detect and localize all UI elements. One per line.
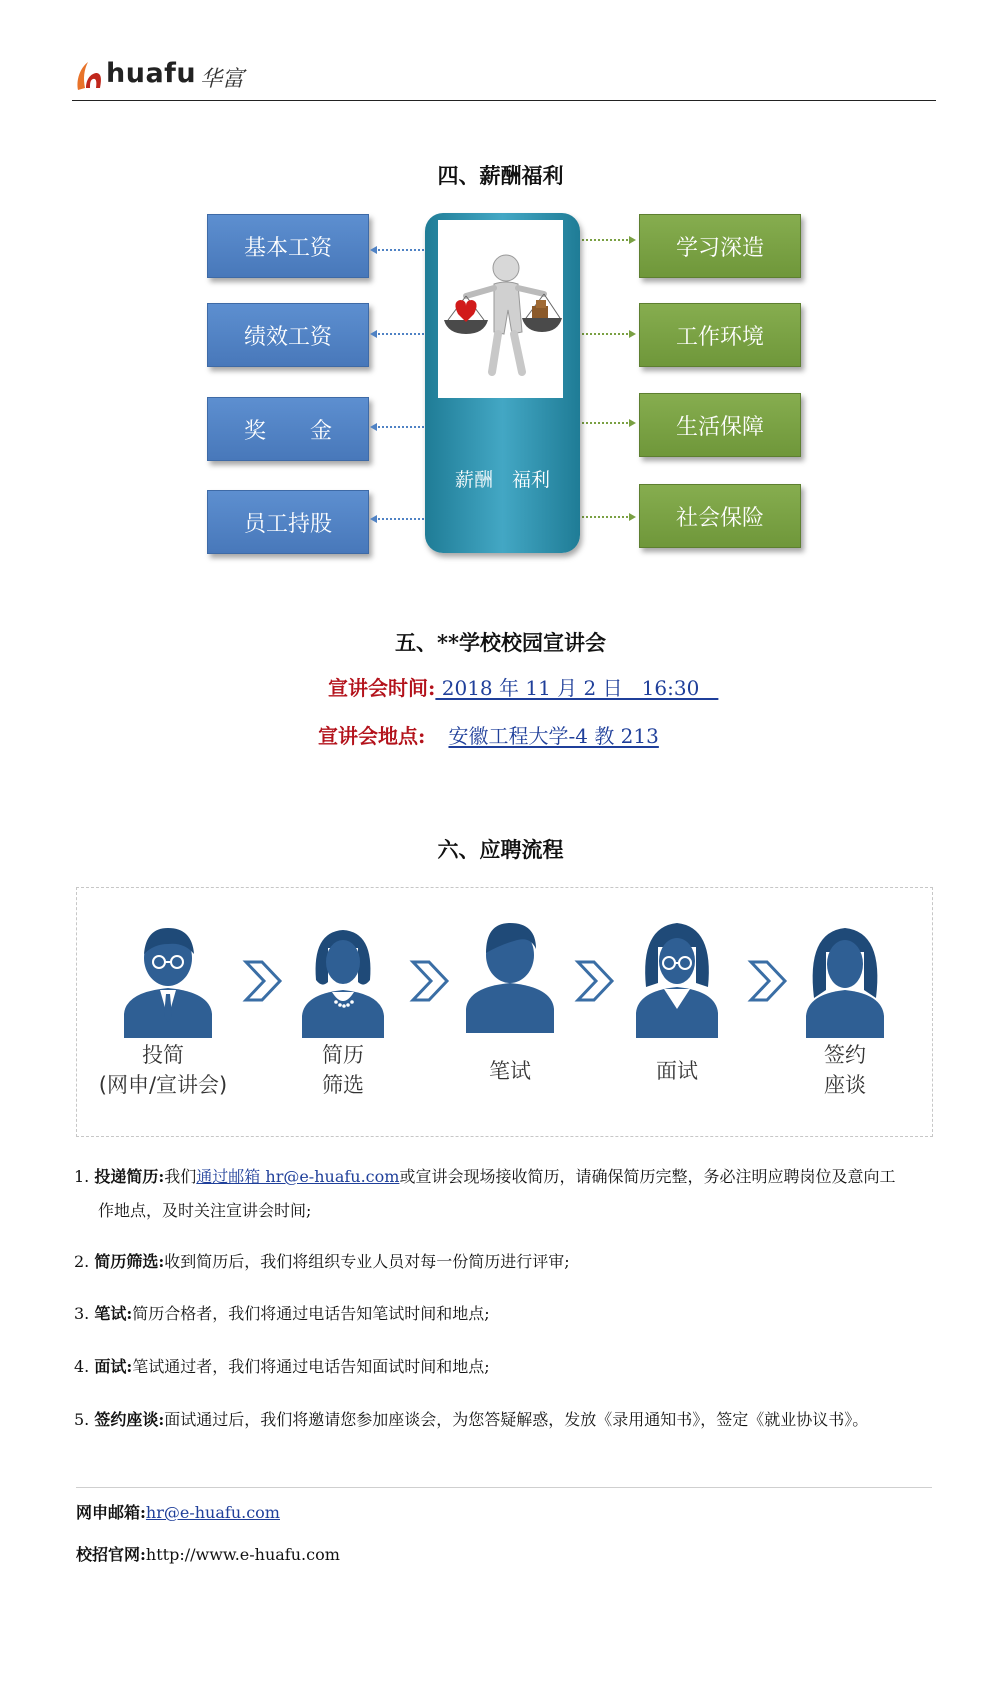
seminar-place-row xyxy=(318,720,659,749)
seminar-time-value: 2018 年 11 月 2 日 16:30 xyxy=(435,676,719,700)
list-item-text: 我们 xyxy=(164,1167,197,1186)
benefit-environment: 工作环境 xyxy=(639,303,801,367)
benefit-stock: 员工持股 xyxy=(207,490,369,554)
list-item-heading: 笔试: xyxy=(94,1304,133,1323)
list-item-signing xyxy=(74,1403,936,1437)
website-label: 校招官网: xyxy=(76,1545,146,1564)
header-divider xyxy=(72,100,936,101)
list-item-interview xyxy=(74,1350,936,1384)
seminar-time-label: 宣讲会时间: xyxy=(328,676,436,700)
benefit-basic-salary: 基本工资 xyxy=(207,214,369,278)
list-item-text: 面试通过后，我们将邀请您参加座谈会，为您答疑解惑，发放《录用通知书》，签定《就业协议书》。 xyxy=(164,1410,869,1429)
right-arrows xyxy=(578,210,640,530)
chevron-right-icon xyxy=(572,958,618,1004)
list-item-written-test xyxy=(74,1297,936,1331)
person-female-long-hair-icon xyxy=(802,918,888,1038)
step-signing xyxy=(760,1040,930,1100)
list-item-text: 笔试通过者，我们将通过电话告知面试时间和地点; xyxy=(132,1357,490,1376)
list-item-heading: 面试: xyxy=(94,1357,133,1376)
list-item-text: 或宣讲会现场接收简历，请确保简历完整，务必注明应聘岗位及意向工 xyxy=(399,1167,896,1186)
benefit-bonus: 奖 金 xyxy=(207,397,369,461)
seminar-time-row xyxy=(328,672,718,701)
benefit-performance-salary: 绩效工资 xyxy=(207,303,369,367)
salary-welfare-label: 薪酬 福利 xyxy=(454,469,550,491)
benefit-study: 学习深造 xyxy=(639,214,801,278)
step-screening-line2: 筛选 xyxy=(322,1073,364,1097)
benefits-title: 四、薪酬福利 xyxy=(437,163,564,188)
seminar-place-value[interactable]: 安徽工程大学-4 教 213 xyxy=(448,724,659,748)
list-item-submit xyxy=(74,1160,936,1228)
step-interview-label: 面试 xyxy=(656,1059,698,1083)
list-item-text: 收到简历后，我们将组织专业人员对每一份简历进行评审; xyxy=(164,1252,570,1271)
footer-website xyxy=(76,1542,340,1565)
benefit-life: 生活保障 xyxy=(639,393,801,457)
person-female-necklace-icon xyxy=(298,918,388,1038)
step-screening-line1: 简历 xyxy=(322,1043,364,1067)
list-number: 1. xyxy=(74,1167,90,1186)
step-submit xyxy=(78,1040,248,1100)
email-link[interactable]: 通过邮箱 hr@e-huafu.com xyxy=(196,1167,400,1186)
chevron-right-icon xyxy=(407,958,453,1004)
chevron-right-icon xyxy=(240,958,286,1004)
step-screening xyxy=(258,1040,428,1100)
person-female-glasses-icon xyxy=(632,913,722,1038)
list-number: 3. xyxy=(74,1304,90,1323)
list-number: 5. xyxy=(74,1410,90,1429)
benefit-insurance: 社会保险 xyxy=(639,484,801,548)
step-interview xyxy=(592,1056,762,1086)
seminar-place-label: 宣讲会地点: xyxy=(318,724,426,748)
step-signing-line1: 签约 xyxy=(824,1043,866,1067)
list-item-heading: 简历筛选: xyxy=(94,1252,165,1271)
left-arrows xyxy=(368,210,430,530)
step-written-test-label: 笔试 xyxy=(489,1059,531,1083)
footer-divider xyxy=(76,1487,932,1488)
email-label: 网申邮箱: xyxy=(76,1503,146,1522)
person-male-icon xyxy=(462,913,558,1033)
step-written-test xyxy=(425,1056,595,1086)
step-submit-line1: 投简 xyxy=(142,1043,184,1067)
list-item-heading: 签约座谈: xyxy=(94,1410,165,1429)
logo-text: huafu xyxy=(106,58,197,89)
email-address-link[interactable]: hr@e-huafu.com xyxy=(145,1503,280,1522)
chevron-right-icon xyxy=(745,958,791,1004)
huafu-logo-icon xyxy=(74,58,104,92)
process-title: 六、应聘流程 xyxy=(437,837,564,862)
person-male-glasses-tie-icon xyxy=(118,918,218,1038)
step-submit-line2: (网申/宣讲会) xyxy=(98,1073,228,1097)
list-number: 4. xyxy=(74,1357,90,1376)
website-url[interactable]: http://www.e-huafu.com xyxy=(145,1545,340,1564)
list-item-screening xyxy=(74,1245,936,1279)
list-item-text: 简历合格者，我们将通过电话告知笔试时间和地点; xyxy=(132,1304,490,1323)
logo-chinese: 华富 xyxy=(200,67,245,92)
step-signing-line2: 座谈 xyxy=(824,1073,866,1097)
seminar-title: 五、**学校校园宣讲会 xyxy=(395,630,606,655)
list-item-text-continued: 作地点，及时关注宣讲会时间; xyxy=(98,1201,312,1220)
list-item-heading: 投递简历: xyxy=(94,1167,165,1186)
balance-scale-figure-icon xyxy=(438,222,563,398)
list-number: 2. xyxy=(74,1252,90,1271)
footer-email xyxy=(76,1500,280,1523)
